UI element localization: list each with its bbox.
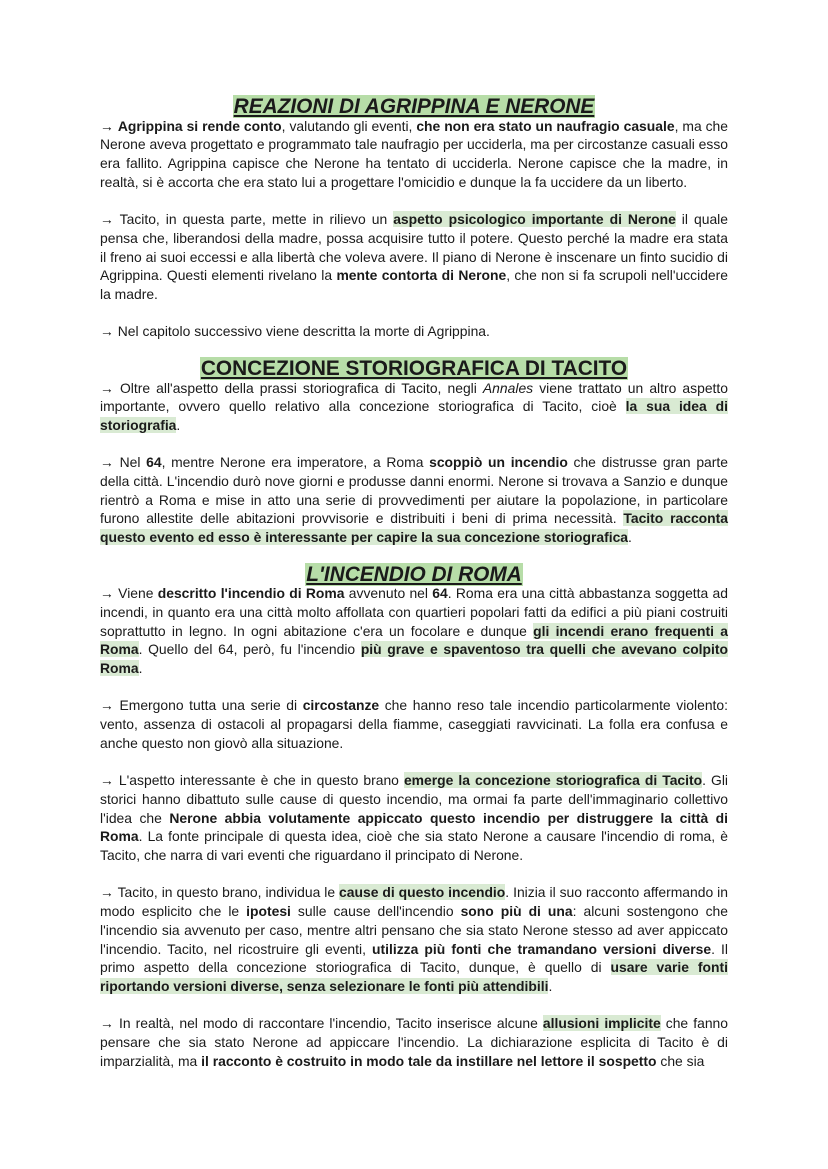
paragraph: → Oltre all'aspetto della prassi storiografica di Tacito, negli Annales viene trattato un altro aspetto importante, ovvero quello relativo alla concezione storiografica di Tacito, cioè la sua idea di storiografia.	[100, 379, 728, 433]
paragraph: → Nel capitolo successivo viene descritta la morte di Agrippina.	[100, 323, 490, 340]
paragraph: → L'aspetto interessante è che in questo brano emerge la concezione storiografica di Tacito. Gli storici hanno dibattuto sulle cause di questo incendio, ma ormai fa parte dell'immaginario collettivo l'idea che Nerone abbia volutamente appiccato questo incendio per distruggere la città di Roma. La fonte principale di questa idea, cioè che sia stato Nerone a causare l'incendio di roma, è Tacito, che narra di vari eventi che riguardano il principato di Nerone.	[100, 772, 728, 864]
highlight: usare varie fonti riportando versioni diverse, senza selezionare le fonti più attendibili	[100, 959, 728, 994]
highlight: la sua idea di storiografia	[100, 398, 728, 433]
paragraph: → Viene descritto l'incendio di Roma avvenuto nel 64. Roma era una città abbastanza soggetta ad incendi, in quanto era una città molto affollata con quartieri popolari fatti da edifici a più piani costruiti soprattutto in legno. In ogni abitazione c'era un focolare e dunque gli incendi erano frequenti a Roma. Quello del 64, però, fu l'incendio più grave e spaventoso tra quelli che avevano colpito Roma.	[100, 585, 728, 677]
highlight: aspetto psicologico importante di Nerone	[393, 211, 676, 228]
section-heading-incendio: L'INCENDIO DI ROMA	[306, 562, 522, 586]
section-heading-concezione: CONCEZIONE STORIOGRAFICA DI TACITO	[200, 356, 628, 380]
highlight: più grave e spaventoso tra quelli che avevano colpito Roma	[100, 641, 728, 677]
paragraph: → Tacito, in questo brano, individua le cause di questo incendio. Inizia il suo racconto affermando in modo esplicito che le ipotesi sulle cause dell'incendio sono più di una: alcuni sostengono che l'incendio sia avvenuto per caso, mentre altri pensano che sia stato Nerone stesso ad aver appiccato l'incendio. Tacito, nel ricostruire gli eventi, utilizza più fonti che tramandano versioni diverse. Il primo aspetto della concezione storiografica di Tacito, dunque, è quello di usare varie fonti riportando versioni diverse, senza selezionare le fonti più attendibili.	[100, 884, 728, 994]
highlight: Tacito racconta questo evento ed esso è interessante per capire la sua concezione storiografica	[100, 510, 728, 546]
highlight: emerge la concezione storiografica di Tacito	[403, 772, 703, 789]
paragraph: → Agrippina si rende conto, valutando gli eventi, che non era stato un naufragio casuale, ma che Nerone aveva progettato e programmato tale naufragio per ucciderla, ma per circostanze casuali esso era fallito. Agrippina capisce che Nerone ha tentato di ucciderla. Nerone capisce che la madre, in realtà, si è accorta che era stato lui a progettare l'omicidio e dunque la fa uccidere da un liberto.	[100, 117, 728, 190]
paragraph: → Tacito, in questa parte, mette in rilievo un aspetto psicologico importante di Nerone il quale pensa che, liberandosi della madre, possa acquisire tutto il potere. Questo perché la madre era stata il freno ai suoi eccessi e alla libertà che voleva avere. Il piano di Nerone è inscenare un finto sucidio di Agrippina. Questi elementi rivelano la mente contorta di Nerone, che non si fa scrupoli nell'uccidere la madre.	[100, 211, 728, 303]
paragraph: → In realtà, nel modo di raccontare l'incendio, Tacito inserisce alcune allusioni implicite che fanno pensare che sia stato Nerone ad appiccare l'incendio. La dichiarazione esplicita di Tacito è di imparzialità, ma il racconto è costruito in modo tale da instillare nel lettore il sospetto che sia	[100, 1015, 729, 1069]
highlight: gli incendi erano frequenti a Roma	[100, 622, 728, 658]
highlight: allusioni implicite	[542, 1015, 661, 1032]
paragraph: → Nel 64, mentre Nerone era imperatore, a Roma scoppiò un incendio che distrusse gran parte della città. L'incendio durò nove giorni e produsse danni enormi. Nerone si trovava a Sanzio e dunque rientrò a Roma e mise in atto una serie di provvedimenti per aiutare la popolazione, in particolare furono allestite delle abitazioni provvisorie e distribuiti i beni di prima necessità. Tacito racconta questo evento ed esso è interessante per capire la sua concezione storiografica.	[100, 454, 728, 546]
highlight: cause di questo incendio	[339, 884, 506, 901]
section-heading-reazioni: REAZIONI DI AGRIPPINA E NERONE	[233, 95, 595, 118]
paragraph: → Emergono tutta una serie di circostanze che hanno reso tale incendio particolarmente violento: vento, assenza di ostacoli al propagarsi della fiamme, caseggiati ravvicinati. La folla era confusa e anche questo non giovò alla situazione.	[100, 697, 728, 751]
